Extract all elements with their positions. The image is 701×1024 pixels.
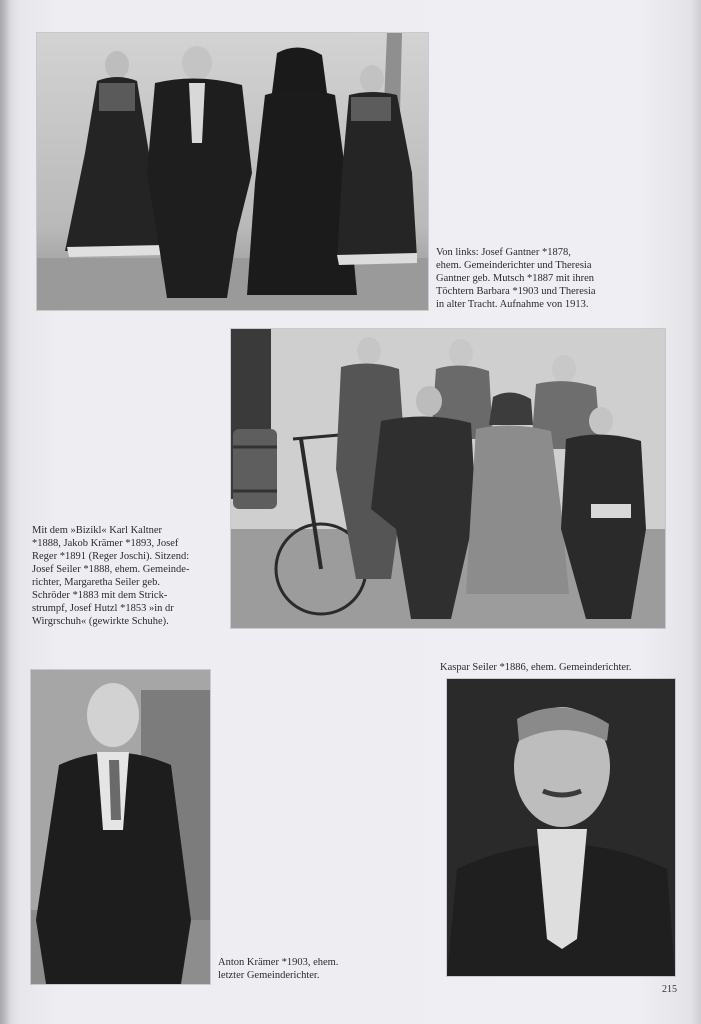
caption-line: Schröder *1883 mit dem Strick- [32, 590, 168, 601]
caption-line: Von links: Josef Gantner *1878, [436, 247, 571, 258]
caption-line: richter, Margaretha Seiler geb. [32, 577, 160, 588]
caption-line: *1888, Jakob Krämer *1893, Josef [32, 538, 179, 549]
photo-gantner-family [37, 33, 428, 310]
caption-gantner-family [436, 246, 666, 311]
caption-anton-kraemer [218, 956, 418, 982]
caption-line: ehem. Gemeinderichter und Theresia [436, 260, 592, 271]
caption-line: letzter Gemeinderichter. [218, 970, 320, 981]
caption-line: Anton Krämer *1903, ehem. [218, 957, 339, 968]
photo-anton-kraemer [31, 670, 210, 984]
caption-line: Josef Seiler *1888, ehem. Gemeinde- [32, 564, 190, 575]
photo-bizikl-group [231, 329, 665, 628]
page-number: 215 [662, 984, 677, 995]
photo-kaspar-seiler [447, 679, 675, 976]
caption-line: Wirgrschuh« (gewirkte Schuhe). [32, 616, 169, 627]
caption-bizikl-group [32, 524, 228, 628]
page-gutter-shadow [0, 0, 10, 1024]
caption-line: strumpf, Josef Hutzl *1853 »in dr [32, 603, 174, 614]
caption-line: Töchtern Barbara *1903 und Theresia [436, 286, 596, 297]
caption-kaspar-seiler [440, 661, 680, 674]
caption-line: in alter Tracht. Aufnahme von 1913. [436, 299, 589, 310]
caption-line: Kaspar Seiler *1886, ehem. Gemeinderichter. [440, 662, 632, 673]
caption-line: Mit dem »Bizikl« Karl Kaltner [32, 525, 163, 536]
caption-line: Gantner geb. Mutsch *1887 mit ihren [436, 273, 595, 284]
caption-line: Reger *1891 (Reger Joschi). Sitzend: [32, 551, 190, 562]
